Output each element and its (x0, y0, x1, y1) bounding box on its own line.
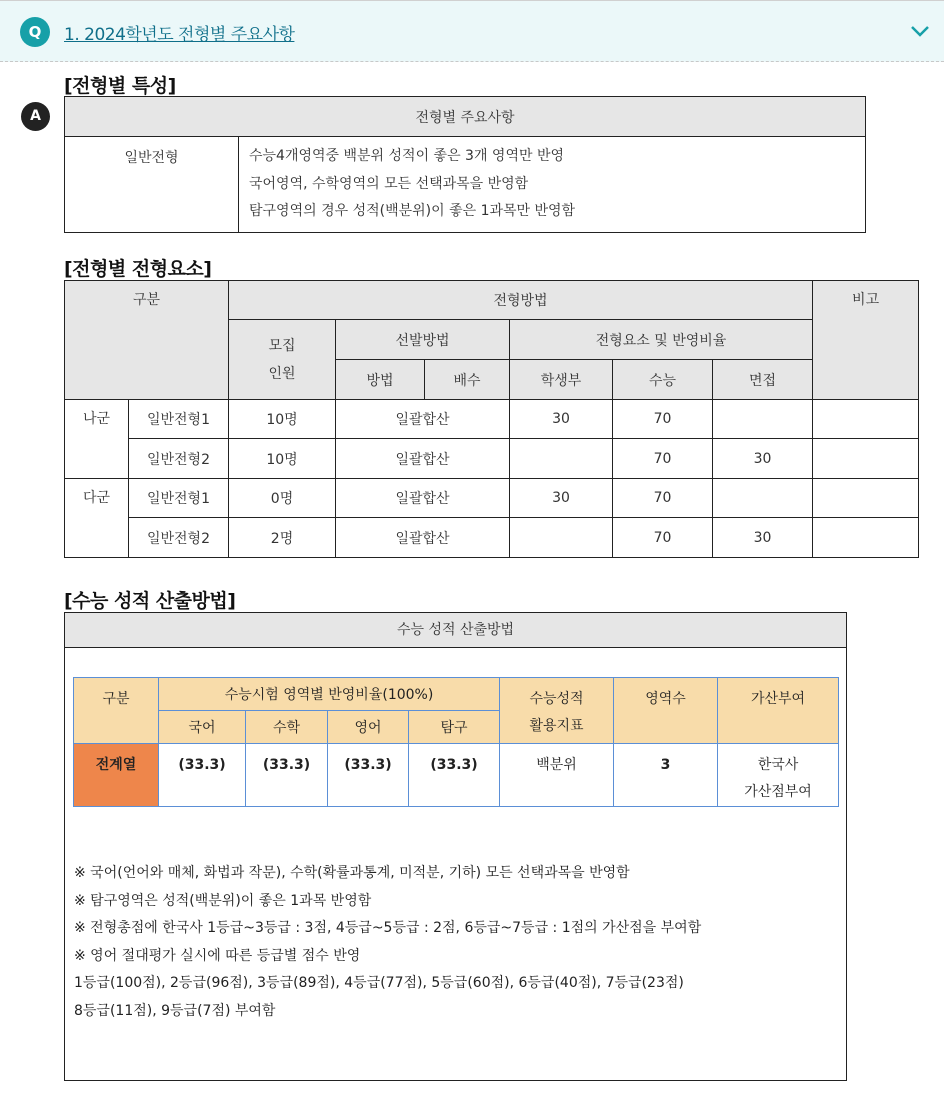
note-cell (813, 439, 919, 479)
header-math: 수학 (246, 711, 328, 744)
group-cell: 다군 (65, 479, 129, 558)
count-cell: 2명 (229, 518, 336, 558)
section-title-elements: [전형별 전형요소] (64, 258, 212, 280)
type-cell: 일반전형1 (129, 400, 229, 439)
table-header: 전형별 주요사항 (65, 97, 866, 137)
type-cell: 일반전형2 (129, 439, 229, 479)
characteristics-table (64, 96, 866, 233)
interview-cell (713, 400, 813, 439)
table-row (65, 518, 919, 558)
csat-cell: 70 (613, 479, 713, 518)
line: 탐구영역의 경우 성적(백분위)이 좋은 1과목만 반영함 (249, 203, 576, 219)
header-ratio: 수능시험 영역별 반영비율(100%) (159, 678, 500, 711)
header-csat: 수능 (613, 360, 713, 400)
inquiry-cell: (33.3) (409, 744, 500, 807)
header-interview: 면접 (713, 360, 813, 400)
interview-cell (713, 479, 813, 518)
header-bonus: 가산부여 (718, 678, 839, 744)
table-row (65, 400, 919, 439)
section-title-csat: [수능 성적 산출방법] (64, 590, 236, 612)
header-index: 수능성적 (529, 691, 584, 707)
q-badge: Q (20, 17, 50, 47)
csat-cell: 70 (613, 518, 713, 558)
english-cell: (33.3) (328, 744, 409, 807)
table-row (74, 744, 839, 807)
section-title-characteristics: [전형별 특성] (64, 75, 176, 97)
header-index: 활용지표 (529, 718, 584, 734)
selection-cell: 일괄합산 (336, 400, 510, 439)
korean-cell: (33.3) (159, 744, 246, 807)
bonus-cell: 한국사 (757, 757, 799, 773)
selection-cell: 일괄합산 (336, 479, 510, 518)
header-multiple: 배수 (425, 360, 510, 400)
header-korean: 국어 (159, 711, 246, 744)
type-cell: 일반전형2 (129, 518, 229, 558)
line: 국어영역, 수학영역의 모든 선택과목을 반영함 (249, 175, 529, 192)
math-cell: (33.3) (246, 744, 328, 807)
table-row (65, 479, 919, 518)
row-label: 전계열 (74, 744, 159, 807)
elements-table (64, 280, 919, 558)
group-cell: 나군 (65, 400, 129, 479)
note-line: 8등급(11점), 9등급(7점) 부여함 (74, 1002, 276, 1019)
header-category: 구분 (74, 678, 159, 744)
note-line: 1등급(100점), 2등급(96점), 3등급(89점), 4등급(77점), 5등급(60점), 6등급(40점), 7등급(23점) (74, 975, 684, 992)
count-cell: 10명 (229, 439, 336, 479)
csat-cell: 70 (613, 439, 713, 479)
header-elements: 전형요소 및 반영비율 (510, 320, 813, 360)
areas-cell: 3 (614, 744, 718, 807)
header-selection: 선발방법 (336, 320, 510, 360)
header-how: 방법 (336, 360, 425, 400)
selection-cell: 일괄합산 (336, 439, 510, 479)
question-title-link[interactable]: 1. 2024학년도 전형별 주요사항 (64, 25, 295, 45)
bonus-cell: 가산점부여 (744, 784, 812, 800)
header-category: 구분 (65, 281, 229, 400)
header-areas: 영역수 (614, 678, 718, 744)
header-record: 학생부 (510, 360, 613, 400)
csat-table (73, 677, 839, 807)
chevron-down-icon[interactable] (908, 21, 932, 41)
note-cell (813, 400, 919, 439)
note-cell (813, 518, 919, 558)
header-method: 전형방법 (229, 281, 813, 320)
note-line: ※ 전형총점에 한국사 1등급~3등급 : 3점, 4등급~5등급 : 2점, 6등급~7등급 : 1점의 가산점을 부여함 (74, 920, 702, 937)
line: 수능4개영역중 백분위 성적이 좋은 3개 영역만 반영 (249, 148, 564, 164)
csat-cell: 70 (613, 400, 713, 439)
header-english: 영어 (328, 711, 409, 744)
record-cell: 30 (510, 479, 613, 518)
note-line: ※ 영어 절대평가 실시에 따른 등급별 점수 반영 (74, 947, 361, 964)
notes (74, 860, 701, 1026)
header-note: 비고 (813, 281, 919, 400)
record-cell (510, 439, 613, 479)
header-inquiry: 탐구 (409, 711, 500, 744)
a-badge: A (21, 102, 50, 131)
count-cell: 0명 (229, 479, 336, 518)
selection-cell: 일괄합산 (336, 518, 510, 558)
record-cell: 30 (510, 400, 613, 439)
note-line: ※ 탐구영역은 성적(백분위)이 좋은 1과목 반영함 (74, 892, 372, 909)
interview-cell: 30 (713, 518, 813, 558)
question-header[interactable] (0, 0, 944, 62)
count-cell: 10명 (229, 400, 336, 439)
row-label: 일반전형 (65, 137, 239, 233)
record-cell (510, 518, 613, 558)
interview-cell: 30 (713, 439, 813, 479)
header-recruit: 모집 인원 (229, 320, 336, 400)
box-header: 수능 성적 산출방법 (65, 613, 846, 648)
table-row (65, 439, 919, 479)
note-cell (813, 479, 919, 518)
index-cell: 백분위 (500, 744, 614, 807)
note-line: ※ 국어(언어와 매체, 화법과 작문), 수학(확률과통계, 미적분, 기하) 모든 선택과목을 반영함 (74, 865, 630, 881)
type-cell: 일반전형1 (129, 479, 229, 518)
